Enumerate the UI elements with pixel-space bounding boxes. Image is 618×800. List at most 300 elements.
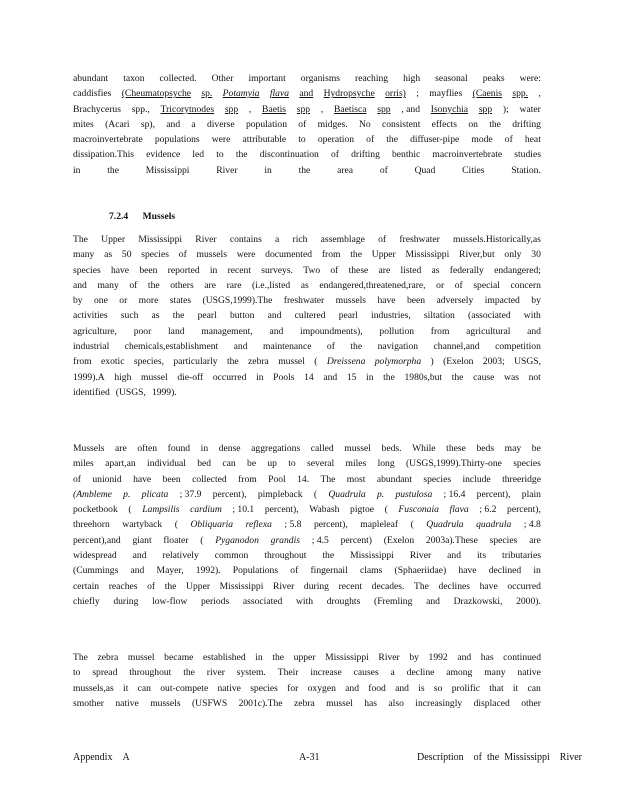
text-line	[73, 502, 541, 517]
word: freshwater	[399, 234, 440, 245]
word: beds.	[381, 443, 402, 454]
word: p.	[376, 488, 385, 500]
word: it	[512, 682, 519, 694]
word: by	[409, 652, 419, 663]
word: pimpleback	[257, 488, 303, 500]
word: in	[366, 371, 374, 383]
word: (Cummings	[73, 565, 119, 577]
word: high	[114, 371, 132, 383]
word: plicata	[141, 488, 169, 500]
text-line	[73, 324, 541, 339]
word: ,	[320, 103, 324, 115]
word: threeridge	[502, 473, 541, 485]
word: special	[473, 279, 500, 291]
word: population	[245, 118, 287, 130]
word: (	[128, 504, 132, 516]
word: several	[307, 458, 335, 470]
word: percent),	[476, 488, 511, 500]
word: from	[321, 249, 341, 261]
word: River	[559, 752, 583, 763]
word: became	[164, 652, 194, 663]
word: to	[288, 458, 296, 470]
word: and	[132, 550, 147, 562]
text-line	[73, 548, 541, 563]
word: navigation	[377, 341, 419, 353]
text-line	[73, 339, 541, 354]
word: occurred	[212, 371, 247, 383]
word: dense	[218, 443, 241, 454]
word: (Caenis	[472, 88, 502, 100]
word: not	[528, 371, 541, 383]
paragraph-zebra-mussel	[73, 650, 541, 711]
text-line	[73, 354, 541, 369]
word: ,	[248, 103, 252, 115]
word: recent	[227, 264, 252, 276]
word: impoundments),	[300, 325, 363, 337]
word: be	[531, 443, 541, 454]
word: the	[386, 134, 398, 146]
word: only	[504, 249, 522, 261]
word: widespread	[73, 550, 117, 562]
word: in	[73, 164, 81, 176]
text-line	[73, 456, 541, 471]
word: associated	[242, 595, 283, 607]
word: been	[406, 295, 426, 307]
word: 2001c).The	[238, 697, 283, 709]
word: , and	[401, 103, 420, 115]
word: the	[107, 164, 119, 176]
word: Lampsilis	[142, 504, 180, 516]
word: from	[430, 325, 450, 337]
word: and	[395, 682, 409, 694]
word: (	[313, 488, 318, 500]
word: have	[479, 580, 498, 592]
word: Baetis	[262, 103, 287, 115]
word: are	[529, 534, 541, 546]
word: and	[166, 118, 181, 130]
word: by	[73, 295, 83, 307]
word: Upper	[371, 249, 396, 261]
text-line	[73, 517, 541, 532]
word: river	[206, 667, 225, 679]
word: Tricorytnodes	[160, 103, 215, 115]
word: activities	[73, 310, 108, 322]
word: mussels.Historically,as	[453, 234, 541, 245]
word: such	[120, 310, 139, 322]
word: aggregations	[251, 443, 301, 454]
text-line	[73, 441, 541, 456]
word: (Ambleme	[73, 488, 112, 500]
word: mussel	[141, 371, 168, 383]
word: surveys.	[261, 264, 293, 276]
word: droughts	[326, 595, 361, 607]
word: zebra	[293, 697, 315, 709]
word: contains	[229, 234, 262, 245]
word: Mussels	[73, 443, 105, 454]
word: native	[217, 682, 241, 694]
word: Upper	[186, 580, 211, 592]
word: species	[489, 534, 518, 546]
word: it	[123, 682, 129, 694]
word: Mississippi	[145, 164, 190, 176]
word: Mississippi	[325, 652, 369, 663]
word: include	[462, 473, 491, 485]
word: were	[236, 249, 256, 261]
word: that	[489, 682, 504, 694]
word: spread	[92, 667, 118, 679]
word: have	[458, 565, 477, 577]
word: pigtoe	[350, 504, 374, 516]
word: rare	[226, 279, 242, 291]
word: (	[174, 519, 178, 531]
word: has	[364, 697, 377, 709]
word: of	[326, 341, 335, 353]
word: important	[248, 73, 286, 84]
word: quadrula	[476, 519, 512, 531]
word: of	[379, 164, 388, 176]
word: (USFWS	[191, 697, 228, 709]
word: spp.,	[131, 103, 150, 115]
word: evidence	[146, 149, 181, 161]
word: 14	[304, 371, 314, 383]
word: and	[269, 325, 284, 337]
word: the	[322, 550, 335, 562]
word: Other	[211, 73, 234, 84]
text-line	[73, 696, 541, 711]
word: Upper	[101, 234, 126, 245]
word: giant	[132, 534, 152, 546]
word: pearl	[338, 310, 358, 322]
word: 2003a).These	[425, 534, 478, 546]
word: in	[256, 371, 264, 383]
word: or	[436, 279, 445, 291]
word: listed	[400, 264, 422, 276]
text-line	[73, 385, 541, 400]
word: competition	[495, 341, 541, 353]
word: (Fremling	[374, 595, 413, 607]
word: River,but	[459, 249, 495, 261]
word: Quadrula	[328, 488, 366, 500]
word: been	[162, 473, 181, 485]
word: fingernail	[310, 565, 348, 577]
paragraph-mussels-overview	[73, 232, 541, 400]
word: from	[73, 356, 92, 368]
word: with	[296, 595, 314, 607]
word: low-flow	[152, 595, 188, 607]
word: so	[433, 682, 443, 694]
word: seasonal	[435, 73, 468, 84]
word: these	[446, 443, 466, 454]
text-line	[73, 472, 541, 487]
text-line	[73, 370, 541, 385]
word: occurred	[507, 580, 541, 592]
word: may	[504, 443, 522, 454]
word: 1999).	[151, 386, 177, 398]
word: in	[209, 264, 218, 276]
word: the	[487, 752, 500, 763]
word: collected.	[159, 73, 197, 84]
word: and	[345, 682, 359, 694]
word: 15	[346, 371, 357, 383]
word: Mississippi	[350, 550, 394, 562]
word: on	[468, 118, 478, 130]
word: among	[446, 667, 473, 679]
word: and	[267, 310, 282, 322]
word: individual	[147, 458, 186, 470]
word: one	[94, 295, 108, 307]
word: Dreissena	[326, 356, 366, 368]
word: exotic	[101, 356, 125, 368]
text-line	[73, 132, 541, 147]
word: Hydropsyche	[323, 88, 375, 100]
word: causes	[353, 667, 379, 679]
word: orris)	[385, 88, 406, 100]
section-number: 7.2.4	[109, 211, 129, 222]
word: Pool	[268, 473, 286, 485]
word: flava	[269, 88, 289, 100]
word: abundant	[73, 73, 109, 84]
word: the	[489, 118, 501, 130]
word: are	[115, 443, 127, 454]
text-line	[73, 278, 541, 293]
word: have	[110, 264, 130, 276]
word: 1980s,but	[404, 371, 443, 383]
word: dissipation.This	[73, 149, 135, 161]
text-line	[73, 650, 541, 665]
word: cause	[473, 371, 495, 383]
word: Isonychia	[430, 103, 469, 115]
word: reported	[167, 264, 200, 276]
word: floater	[163, 534, 189, 546]
word: and	[447, 550, 461, 562]
word: bed	[197, 458, 212, 470]
word: agriculture,	[73, 325, 117, 337]
word: and	[73, 279, 87, 291]
word: of	[178, 249, 187, 261]
word: clams	[359, 565, 383, 577]
word: Fusconaia	[398, 504, 439, 516]
word: The	[320, 473, 336, 485]
word: species	[73, 264, 101, 276]
word: be	[247, 458, 257, 470]
word: recent	[338, 580, 363, 592]
word: native	[517, 667, 541, 679]
word: beds	[476, 443, 495, 454]
word: a	[191, 118, 196, 130]
word: Two	[303, 264, 321, 276]
footer-page-number: A-31	[299, 752, 320, 763]
word: (USGS,1999).The	[202, 295, 273, 307]
word: spp	[478, 103, 493, 115]
word: chiefly	[73, 595, 100, 607]
word: the	[235, 149, 248, 161]
word: the	[183, 667, 195, 679]
word: a	[390, 667, 395, 679]
word: upper	[293, 652, 316, 663]
word: are	[378, 264, 391, 276]
text-line	[73, 232, 541, 247]
word: smother	[73, 697, 104, 709]
word: other	[521, 697, 541, 709]
word: called	[310, 443, 334, 454]
word: federally	[449, 264, 484, 276]
word: with	[523, 310, 541, 322]
word: mode	[471, 134, 493, 146]
word: throughout	[129, 667, 172, 679]
word: and	[323, 371, 338, 383]
word: and	[426, 595, 440, 607]
word: peaks	[482, 73, 505, 84]
word: in	[533, 565, 541, 577]
word: percent),	[507, 504, 541, 516]
text-line	[73, 665, 541, 680]
word: miles	[345, 458, 367, 470]
word: mussel	[344, 443, 371, 454]
word: have	[377, 295, 396, 307]
word: zebra	[248, 356, 269, 368]
word: its	[476, 550, 487, 562]
word: Drazkowski,	[453, 595, 503, 607]
word: Pools	[273, 371, 295, 383]
word: freshwater	[283, 295, 325, 307]
word: sp),	[140, 118, 155, 130]
word: also	[388, 697, 404, 709]
word: and	[130, 565, 145, 577]
word: ,	[538, 88, 541, 100]
word: 1992).	[195, 565, 221, 577]
word: in	[255, 652, 263, 663]
word: 50	[121, 249, 132, 261]
word: polymorpha	[374, 356, 422, 368]
word: ; 4.8	[523, 519, 541, 531]
word: system.	[236, 667, 266, 679]
word: are	[204, 279, 216, 291]
word: apart,an	[105, 458, 136, 470]
word: A	[122, 752, 130, 763]
word: Baetisca	[334, 103, 367, 115]
word: ; 5.8	[284, 519, 302, 531]
word: species,	[133, 356, 164, 368]
word: of	[129, 279, 138, 291]
word: most	[346, 473, 366, 485]
word: continued	[503, 652, 541, 663]
word: USGS,	[514, 356, 541, 368]
word: (USGS,	[115, 386, 146, 398]
word: as	[104, 249, 113, 261]
word: of	[330, 149, 339, 161]
word: by	[531, 295, 541, 307]
word: Their	[277, 667, 299, 679]
word: Pyganodon	[215, 534, 259, 546]
word: mussels,as	[73, 682, 114, 694]
word: diverse	[206, 118, 235, 130]
word: abundant	[376, 473, 412, 485]
word: and	[299, 88, 314, 100]
word: populations	[154, 134, 200, 146]
word: Quadrula	[426, 519, 464, 531]
word: of	[504, 134, 513, 146]
word: increase	[310, 667, 342, 679]
word: die-off	[177, 371, 204, 383]
word: discontinuation	[259, 149, 319, 161]
word: mussel	[326, 697, 353, 709]
word: the	[272, 652, 285, 663]
word: displaced	[473, 697, 510, 709]
word: declined	[488, 565, 522, 577]
word: );	[502, 103, 509, 115]
word: studies	[514, 149, 541, 161]
word: Mississippi	[138, 234, 183, 245]
word: organisms	[300, 73, 341, 84]
word: midges.	[317, 118, 348, 130]
word: 1999).A	[73, 371, 105, 383]
word: 2003;	[482, 356, 505, 368]
word: the	[164, 580, 177, 592]
word: ;	[416, 88, 419, 100]
word: River	[216, 164, 238, 176]
word: Description	[417, 752, 464, 763]
word: River	[378, 652, 400, 663]
word: (USGS,1999).Thirty-one	[405, 458, 502, 470]
word: reaches	[108, 580, 138, 592]
word: during	[113, 595, 139, 607]
word: Station.	[511, 164, 541, 176]
word: (associated	[468, 310, 511, 322]
word: wartyback	[122, 519, 163, 531]
word: Appendix	[73, 752, 113, 763]
word: of	[73, 473, 81, 485]
word: many	[484, 667, 506, 679]
word: Brachycerus	[73, 103, 121, 115]
word: out-compete	[160, 682, 209, 694]
word: as	[151, 310, 160, 322]
word: No	[358, 118, 371, 130]
word: established	[203, 652, 246, 663]
word: of	[290, 565, 299, 577]
word: button	[229, 310, 255, 322]
text-line	[73, 487, 541, 502]
word: spp	[296, 103, 311, 115]
word: and	[233, 341, 248, 353]
word: led	[192, 149, 205, 161]
word: drifting	[351, 149, 380, 161]
word: assemblage	[320, 234, 365, 245]
word: long	[377, 458, 395, 470]
word: relatively	[162, 550, 199, 562]
word: a	[275, 234, 280, 245]
word: p.	[123, 488, 131, 500]
word: River	[195, 234, 217, 245]
text-line	[73, 71, 541, 86]
text-line	[73, 308, 541, 323]
word: (i.e.,listed	[252, 279, 291, 291]
text-line	[73, 293, 541, 308]
word: to	[298, 134, 306, 146]
word: spp	[224, 103, 239, 115]
word: siltation	[423, 310, 455, 322]
word: throughout	[264, 550, 307, 562]
word: mussel	[127, 652, 155, 663]
word: these	[348, 264, 369, 276]
word: attributable	[242, 134, 287, 146]
word: tributaries	[502, 550, 541, 562]
footer-appendix	[73, 751, 130, 765]
word: poor	[133, 325, 152, 337]
word: Populations	[232, 565, 279, 577]
word: has	[480, 652, 494, 663]
word: threehorn	[73, 519, 110, 531]
word: the	[350, 249, 362, 261]
